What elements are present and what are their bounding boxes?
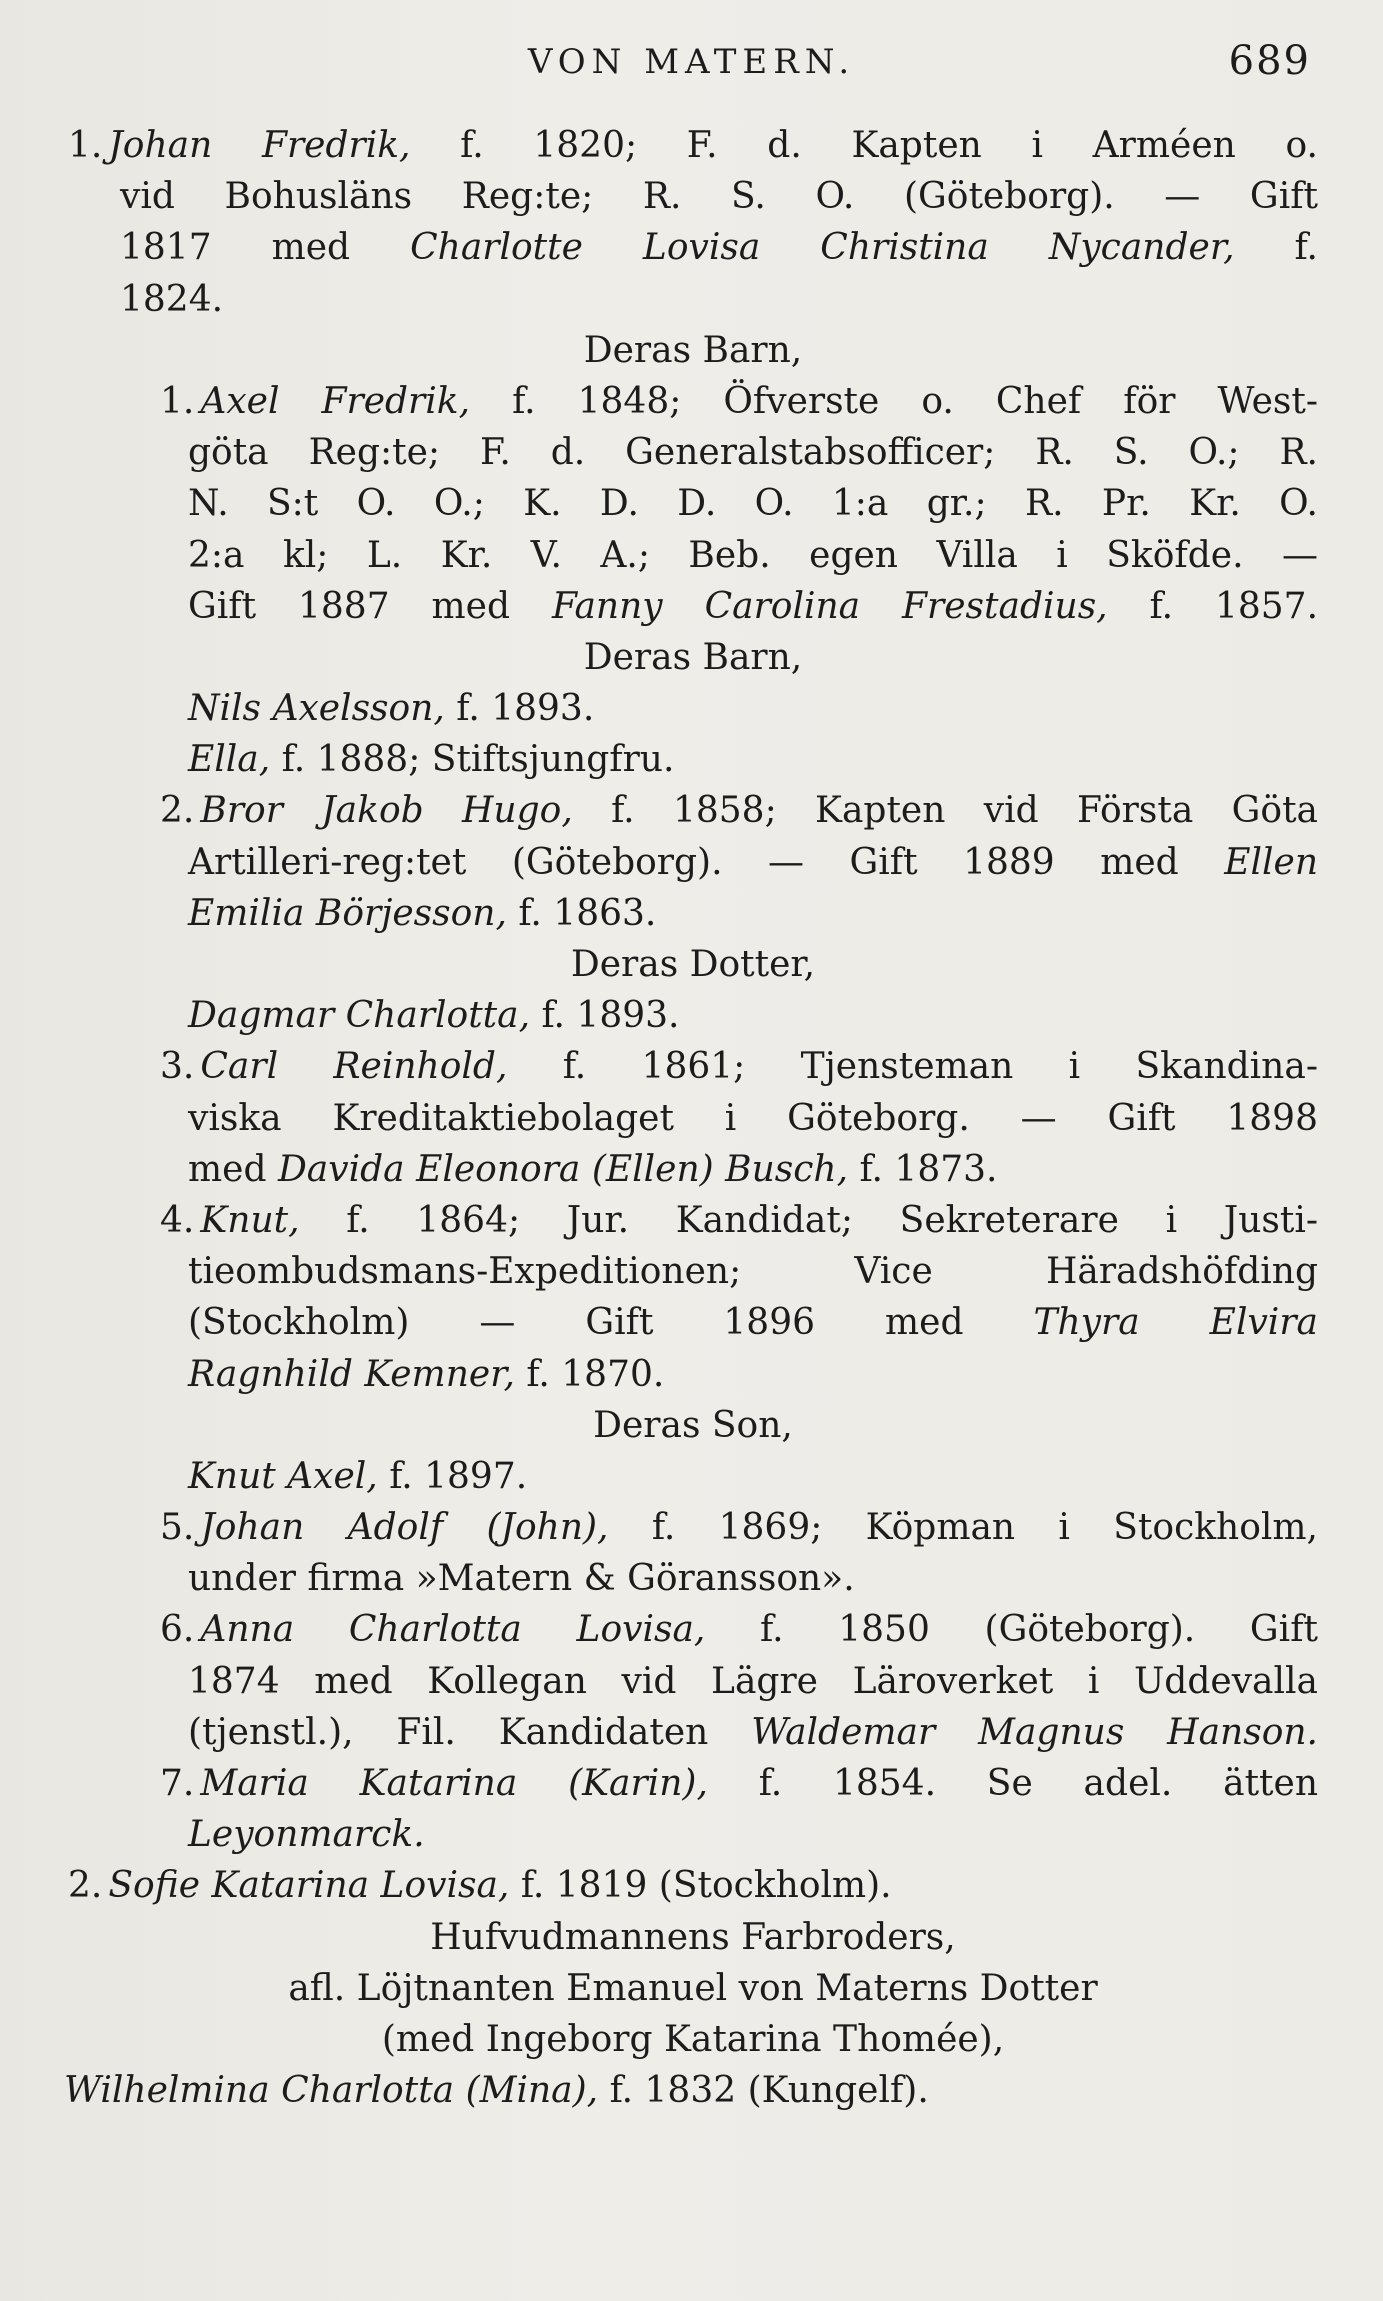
- text-line: [68, 683, 1318, 734]
- line-text: under firma »Matern & Göransson».: [188, 1558, 855, 1600]
- person-name: Anna Charlotta Lovisa,: [200, 1609, 706, 1651]
- person-name: Leyonmarck.: [188, 1814, 425, 1856]
- running-title: VON MATERN.: [527, 42, 856, 82]
- line-text: f. 1820; F. d. Kapten i Arméen o.: [410, 125, 1318, 166]
- section-heading: [68, 1963, 1318, 2014]
- section-heading: [68, 2014, 1318, 2065]
- text-line: [68, 427, 1318, 478]
- line-text: f. 1897.: [377, 1455, 528, 1497]
- line-text: f. 1850 (Göteborg). Gift: [705, 1609, 1318, 1651]
- line-text: f. 1848; Öfverste o. Chef för West-: [470, 380, 1318, 422]
- text-line: [68, 1860, 1318, 1911]
- heading-text: Hufvudmannens Farbroders,: [430, 1916, 956, 1958]
- text-line: [68, 1349, 1318, 1400]
- text-line: [68, 1604, 1318, 1655]
- line-text: 1817 med: [120, 227, 411, 269]
- genealogy-text: [64, 120, 1318, 2116]
- person-name: Wilhelmina Charlotta (Mina),: [64, 2070, 599, 2112]
- line-text: f. 1863.: [506, 892, 657, 934]
- text-line: [68, 1195, 1318, 1246]
- heading-text: (med Ingeborg Katarina Thomée),: [381, 2018, 1005, 2060]
- entry-number: 1.: [160, 380, 195, 422]
- text-line: [68, 1451, 1318, 1502]
- person-name: Ella,: [188, 739, 271, 781]
- text-line: [64, 2065, 1318, 2116]
- line-text: (tjenstl.), Fil. Kandidaten: [188, 1711, 752, 1753]
- person-name: Sofie Katarina Lovisa,: [108, 1865, 510, 1907]
- section-heading: [68, 1912, 1318, 1963]
- line-text: f.: [1234, 227, 1318, 269]
- line-text: N. S:t O. O.; K. D. D. O. 1:a gr.; R. Pr. Kr. O.: [188, 483, 1318, 525]
- line-text: f. 1873.: [848, 1148, 998, 1190]
- text-line: [68, 888, 1318, 939]
- text-line: [68, 581, 1318, 632]
- line-text: f. 1861; Tjensteman i Skandina-: [507, 1046, 1318, 1088]
- person-name: Johan Fredrik,: [108, 125, 411, 166]
- line-text: f. 1870.: [514, 1353, 665, 1395]
- line-text: (Stockholm) — Gift 1896 med: [188, 1302, 1034, 1344]
- text-line: [68, 734, 1318, 785]
- text-line: [68, 274, 1318, 325]
- section-heading: [68, 939, 1318, 990]
- page-header: [0, 38, 1383, 88]
- text-line: [68, 222, 1318, 273]
- person-name: Knut Axel,: [188, 1455, 378, 1497]
- text-line: [68, 785, 1318, 836]
- line-text: f. 1893.: [530, 995, 680, 1037]
- person-name: Emilia Börjesson,: [188, 892, 507, 934]
- heading-text: Deras Barn,: [583, 636, 803, 678]
- line-text: Gift 1887 med: [188, 585, 552, 627]
- text-line: [68, 1656, 1318, 1707]
- line-text: f. 1857.: [1107, 585, 1318, 627]
- heading-text: Deras Son,: [593, 1404, 793, 1446]
- line-text: viska Kreditaktiebolaget i Göteborg. — Gift 1898: [188, 1097, 1318, 1139]
- heading-text: afl. Löjtnanten Emanuel von Materns Dotter: [288, 1967, 1098, 2009]
- line-text: f. 1854. Se adel. ätten: [707, 1763, 1318, 1804]
- entry-number: 6.: [160, 1609, 195, 1651]
- line-text: Artilleri-reg:tet (Göteborg). — Gift 1889 med: [188, 841, 1225, 883]
- line-text: f. 1864; Jur. Kandidat; Sekreterare i Justi-: [299, 1199, 1318, 1241]
- line-text: f. 1869; Köpman i Stockholm,: [608, 1507, 1318, 1549]
- person-name: Maria Katarina (Karin),: [200, 1763, 708, 1804]
- person-name: Thyra Elvira: [1033, 1302, 1318, 1344]
- line-text: f. 1858; Kapten vid Första Göta: [572, 790, 1318, 832]
- heading-text: Deras Barn,: [583, 329, 803, 371]
- text-line: [68, 530, 1318, 581]
- person-name: Bror Jakob Hugo,: [200, 790, 573, 832]
- text-line: [68, 1553, 1318, 1604]
- entry-number: 4.: [160, 1199, 195, 1241]
- entry-number: 2.: [160, 790, 195, 832]
- line-text: 1824.: [120, 278, 224, 320]
- text-line: [68, 1297, 1318, 1348]
- line-text: f. 1893.: [444, 688, 595, 730]
- entry-number: 5.: [160, 1507, 195, 1549]
- line-text: vid Bohusläns Reg:te; R. S. O. (Göteborg). — Gift: [120, 176, 1318, 218]
- line-text: 2:a kl; L. Kr. V. A.; Beb. egen Villa i Sköfde. —: [188, 534, 1318, 576]
- person-name: Knut,: [200, 1199, 300, 1241]
- text-line: [68, 1093, 1318, 1144]
- text-line: [68, 1246, 1318, 1297]
- text-line: [68, 1041, 1318, 1092]
- person-name: Fanny Carolina Frestadius,: [551, 585, 1108, 627]
- heading-text: Deras Dotter,: [570, 944, 816, 985]
- text-line: [68, 1809, 1318, 1860]
- text-line: [68, 1502, 1318, 1553]
- line-text: med: [188, 1148, 278, 1190]
- person-name: Davida Eleonora (Ellen) Busch,: [277, 1148, 849, 1190]
- person-name: Dagmar Charlotta,: [188, 995, 531, 1037]
- section-heading: [68, 632, 1318, 683]
- line-text: f. 1888; Stiftsjungfru.: [270, 739, 675, 781]
- person-name: Ragnhild Kemner,: [188, 1353, 515, 1395]
- text-line: [68, 1707, 1318, 1758]
- section-heading: [68, 325, 1318, 376]
- line-text: göta Reg:te; F. d. Generalstabsofficer; R. S. O.; R.: [188, 432, 1318, 474]
- text-line: [68, 990, 1318, 1041]
- text-line: [68, 120, 1318, 171]
- person-name: Waldemar Magnus Hanson.: [751, 1711, 1318, 1753]
- entry-number: 3.: [160, 1046, 195, 1088]
- entry-number: 2.: [68, 1865, 103, 1907]
- person-name: Ellen: [1224, 841, 1318, 883]
- text-line: [68, 837, 1318, 888]
- line-text: 1874 med Kollegan vid Lägre Läroverket i Uddevalla: [188, 1660, 1318, 1702]
- person-name: Axel Fredrik,: [200, 380, 471, 422]
- section-heading: [68, 1400, 1318, 1451]
- text-line: [68, 1144, 1318, 1195]
- person-name: Johan Adolf (John),: [200, 1507, 609, 1549]
- line-text: f. 1832 (Kungelf).: [598, 2070, 929, 2112]
- page-number: 689: [1228, 38, 1311, 84]
- text-line: [68, 1758, 1318, 1809]
- person-name: Charlotte Lovisa Christina Nycander,: [410, 227, 1235, 269]
- text-line: [68, 171, 1318, 222]
- line-text: tieombudsmans-Expeditionen; Vice Häradshöfding: [188, 1251, 1318, 1293]
- person-name: Carl Reinhold,: [200, 1046, 508, 1088]
- text-line: [68, 376, 1318, 427]
- line-text: f. 1819 (Stockholm).: [509, 1865, 892, 1907]
- person-name: Nils Axelsson,: [188, 688, 445, 730]
- entry-number: 1.: [68, 125, 103, 166]
- entry-number: 7.: [160, 1763, 195, 1804]
- text-line: [68, 478, 1318, 529]
